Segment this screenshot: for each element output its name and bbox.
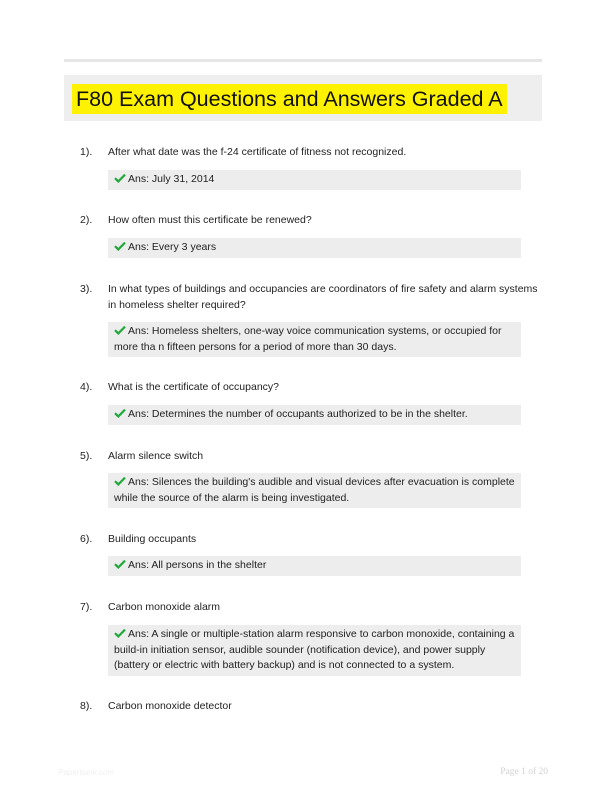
question-number: 7).: [80, 601, 93, 613]
question-number: 4).: [80, 381, 93, 393]
answer-text: Ans: All persons in the shelter: [128, 559, 267, 571]
question-number: 8).: [80, 700, 93, 712]
question-text: What is the certificate of occupancy?: [108, 381, 279, 393]
question-number: 6).: [80, 533, 93, 545]
question-text: Carbon monoxide alarm: [108, 601, 221, 613]
question-number: 1).: [80, 146, 93, 158]
page-number: Page 1 of 20: [500, 767, 548, 777]
check-icon: [114, 325, 126, 335]
answer-text: Ans: Silences the building's audible and visual devices after evacuation is complete while the source of the alarm is being investigated.: [114, 476, 515, 504]
answer-box: [108, 405, 521, 425]
check-icon: [114, 241, 126, 251]
question-text: Alarm silence switch: [108, 450, 204, 462]
check-icon: [114, 628, 126, 638]
answer-box: [108, 625, 521, 676]
question-text: How often must this certificate be renewed?: [108, 214, 312, 226]
answer-text: Ans: July 31, 2014: [128, 173, 215, 185]
question-number: 3).: [80, 283, 93, 295]
question-number: 5).: [80, 450, 93, 462]
check-icon: [114, 173, 126, 183]
check-icon: [114, 476, 126, 486]
answer-box: [108, 322, 521, 357]
page-title: F80 Exam Questions and Answers Graded A: [72, 84, 507, 114]
answer-text: Ans: Every 3 years: [128, 241, 217, 253]
answer-box: [108, 170, 521, 190]
answer-box: [108, 238, 521, 258]
title-box: [64, 75, 542, 121]
question-number: 2).: [80, 214, 93, 226]
question-text: Building occupants: [108, 533, 197, 545]
top-rule: [64, 59, 542, 62]
answer-box: [108, 473, 521, 508]
answer-text: Ans: Homeless shelters, one-way voice communication systems, or occupied for more tha n fifteen persons for a period of more than 30 days.: [114, 325, 502, 353]
question-text: After what date was the f-24 certificate of fitness not recognized.: [108, 146, 407, 158]
question-text: Carbon monoxide detector: [108, 700, 232, 712]
footer-watermark: Paperbank.com: [58, 768, 115, 777]
check-icon: [114, 559, 126, 569]
answer-box: [108, 556, 521, 576]
check-icon: [114, 408, 126, 418]
answer-text: Ans: A single or multiple-station alarm responsive to carbon monoxide, containing a build-in initiation sensor, audible sounder (notification device), and power supply (battery or electric with battery backup) and is not connected to a system.: [114, 628, 515, 671]
question-text: In what types of buildings and occupancies are coordinators of fire safety and alarm systems in homeless shelter required?: [108, 283, 538, 311]
answer-text: Ans: Determines the number of occupants authorized to be in the shelter.: [128, 408, 468, 420]
